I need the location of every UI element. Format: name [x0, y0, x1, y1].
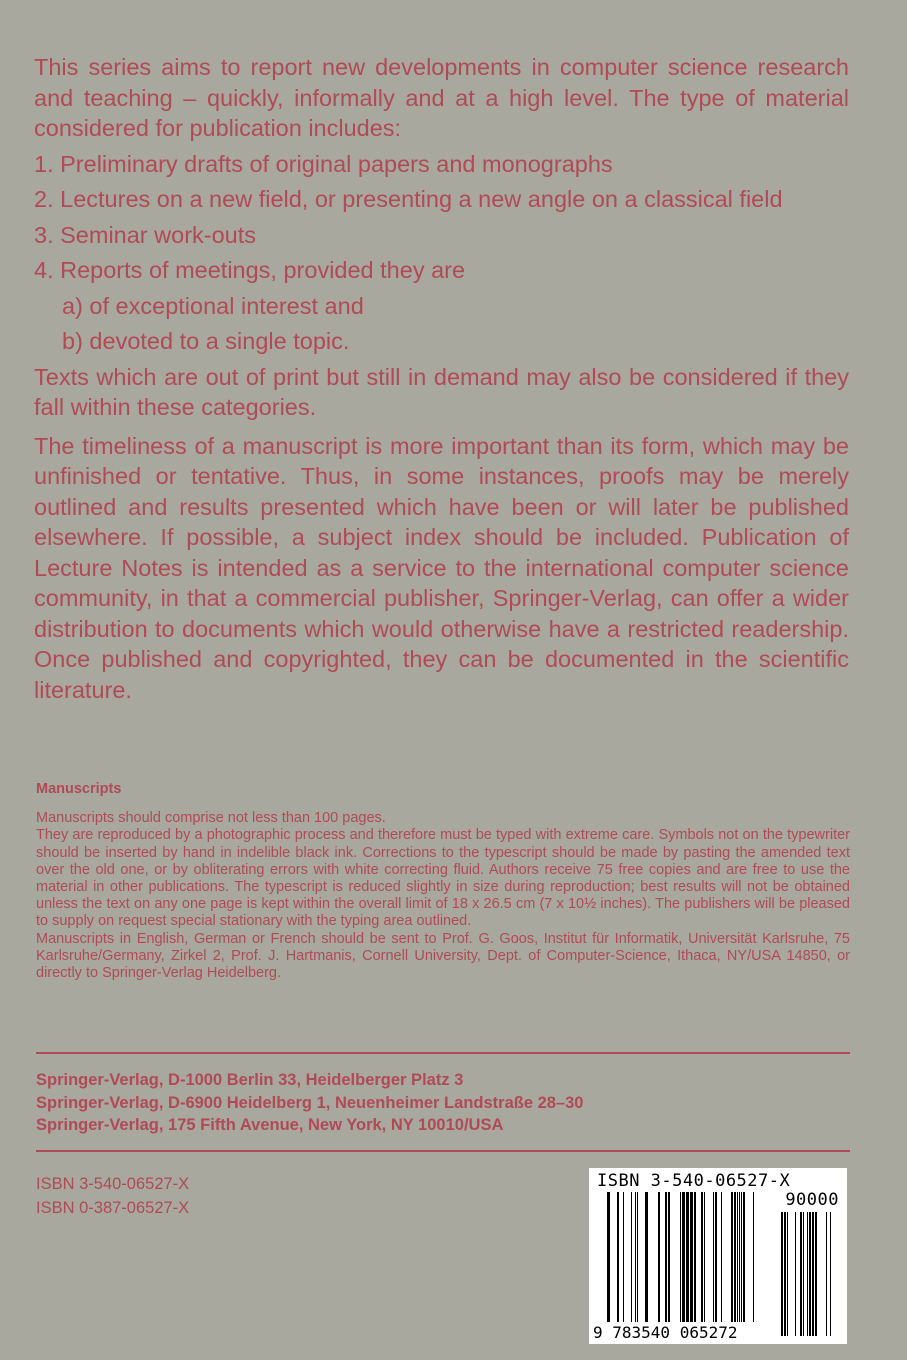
barcode-addon-bars-icon [769, 1212, 839, 1336]
barcode-addon-number: 90000 [785, 1190, 839, 1210]
isbn-block [36, 1172, 189, 1220]
manuscripts-paragraph: Manuscripts in English, German or French should be sent to Prof. G. Goos, Institut für Informatik, Universität Karlsruhe, 75 Karlsruhe/Germany, Zirkel 2, Prof. J. Hartmanis, Cornell University, Dept. of Computer-Science, Ithaca, NY/USA 14850, or directly to Springer-Verlag Heidelberg. [36, 930, 850, 982]
out-of-print-note: Texts which are out of print but still in demand may also be considered if they fall within these categories. [34, 363, 849, 420]
isbn-line: ISBN 3-540-06527-X [36, 1175, 190, 1193]
manuscripts-section [36, 781, 850, 982]
manuscripts-heading: Manuscripts [36, 781, 122, 797]
publisher-addresses [36, 1069, 583, 1137]
address-line: Springer-Verlag, D-1000 Berlin 33, Heidelberger Platz 3 [36, 1071, 464, 1089]
manuscripts-paragraph: Manuscripts should comprise not less than 100 pages. [36, 810, 386, 827]
barcode [589, 1168, 847, 1344]
address-line: Springer-Verlag, 175 Fifth Avenue, New York, NY 10010/USA [36, 1116, 504, 1134]
series-description [34, 52, 849, 705]
list-subitem: b) devoted to a single topic. [62, 328, 350, 354]
isbn-line: ISBN 0-387-06527-X [36, 1199, 190, 1217]
list-subitem: a) of exceptional interest and [62, 292, 364, 319]
barcode-digits: 9 783540 065272 [593, 1323, 738, 1342]
manuscripts-paragraph: They are reproduced by a photographic process and therefore must be typed with extreme care. Symbols not on the typewriter should be inserted by hand in indelible black ink. Corrections to the typescript should be made by pasting the amended text over the old one, or by obliterating errors with white correcting fluid. Authors receive 75 free copies and are free to use the material in other publications. The typescript is reduced slightly in size during reproduction; best results will not be obtained unless the text on any one page is kept within the overall limit of 18 x 26.5 cm (7 x 10½ inches). The publishers will be pleased to supply on request special stationary with the typing area outlined. [36, 827, 850, 930]
list-item: 4. Reports of meetings, provided they are [34, 257, 466, 283]
timeliness-paragraph: The timeliness of a manuscript is more important than its form, which may be unfinished or tentative. Thus, in some instances, proofs may be merely outlined and results presented which have been or will later be published elsewhere. If possible, a subject index should be included. Publication of Lecture Notes is intended as a service to the international computer science community, in that a commercial publisher, Springer-Verlag, can offer a wider distribution to documents which would otherwise have a restricted readership. Once published and copyrighted, they can be documented in the scientific literature. [34, 432, 849, 703]
divider-bottom [36, 1150, 850, 1152]
series-intro: This series aims to report new developments in computer science research and teaching – quickly, informally and at a high level. The type of material considered for publication includes: [34, 54, 849, 141]
divider-top [36, 1052, 850, 1054]
list-item: 3. Seminar work-outs [34, 221, 257, 248]
barcode-isbn-label: ISBN 3-540-06527-X [597, 1171, 791, 1191]
address-line: Springer-Verlag, D-6900 Heidelberg 1, Neuenheimer Landstraße 28–30 [36, 1093, 584, 1112]
barcode-bars-icon [605, 1192, 757, 1322]
list-item: 1. Preliminary drafts of original papers and monographs [34, 150, 613, 177]
list-item: 2. Lectures on a new field, or presenting a new angle on a classical field [34, 186, 783, 212]
